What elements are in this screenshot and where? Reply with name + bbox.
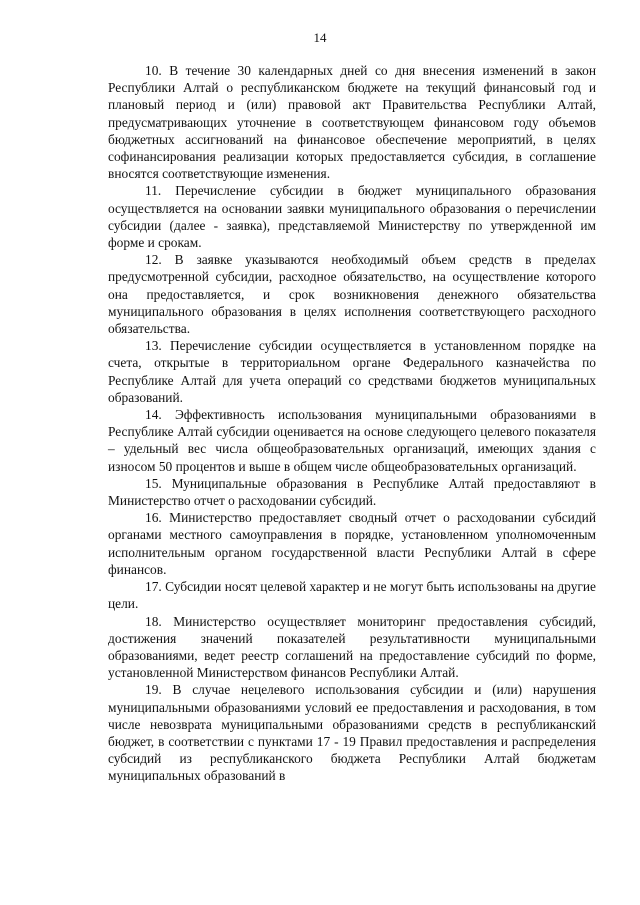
paragraph-16: 16. Министерство предоставляет сводный отчет о расходовании субсидий органами местного самоуправления в порядке, установленном уполномоченным исполнительным органом государственной власти Республики Алтай в сфере финансов.: [108, 510, 596, 577]
paragraph-18: 18. Министерство осуществляет мониторинг предоставления субсидий, достижения значений показателей результативности муниципальными образованиями, ведет реестр соглашений на предоставление субсидий по форме, установленной Министерством финансов Республики Алтай.: [108, 613, 596, 681]
page-number: 14: [313, 30, 327, 45]
paragraph-11: 11. Перечисление субсидии в бюджет муниципального образования осуществляется на основании заявки муниципального образования о перечислении субсидии (далее - заявка), представляемой Министерству по утвержденной им форме и срокам.: [108, 183, 596, 251]
paragraph-17: 17. Субсидии носят целевой характер и не могут быть использованы на другие цели.: [108, 579, 596, 612]
document-body: [108, 62, 596, 785]
paragraph-13: 13. Перечисление субсидии осуществляется в установленном порядке на счета, открытые в территориальном органе Федерального казначейства по Республике Алтай для учета операций со средствами бюджетов муниципальных образований.: [108, 338, 596, 405]
paragraph-15: 15. Муниципальные образования в Республике Алтай предоставляют в Министерство отчет о расходовании субсидий.: [108, 475, 596, 509]
paragraph-12: 12. В заявке указываются необходимый объем средств в пределах предусмотренной субсидии, расходное обязательство, на осуществление которого она предоставляется, и срок возникновения денежного обязательства муниципального образования в целях исполнения соответствующего расходного обязательства.: [108, 252, 596, 337]
paragraph-10: 10. В течение 30 календарных дней со дня внесения изменений в закон Республики Алтай о республиканском бюджете на текущий финансовый год и плановый период и (или) правовой акт Правительства Республики Алтай, предусматривающих уточнение в соответствующем финансовом году объемов бюджетных ассигнований на финансовое обеспечение мероприятий, в целях софинансирования реализации которых предоставляется субсидия, в соглашение вносятся соответствующие изменения.: [108, 63, 596, 182]
paragraph-14: 14. Эффективность использования муниципальными образованиями в Республике Алтай субсидии оценивается на основе следующего целевого показателя – удельный вес числа общеобразовательных организаций, имеющих здания с износом 50 процентов и выше в общем числе общеобразовательных организаций.: [108, 407, 596, 474]
paragraph-19: 19. В случае нецелевого использования субсидии и (или) нарушения муниципальными образованиями условий ее предоставления и расходования, в том числе невозврата муниципальными образованиями средств в республиканский бюджет, в соответствии с пунктами 17 - 19 Правил предоставления и распределения субсидий из республиканского бюджета Республики Алтай бюджетам муниципальных образований в: [108, 682, 596, 784]
